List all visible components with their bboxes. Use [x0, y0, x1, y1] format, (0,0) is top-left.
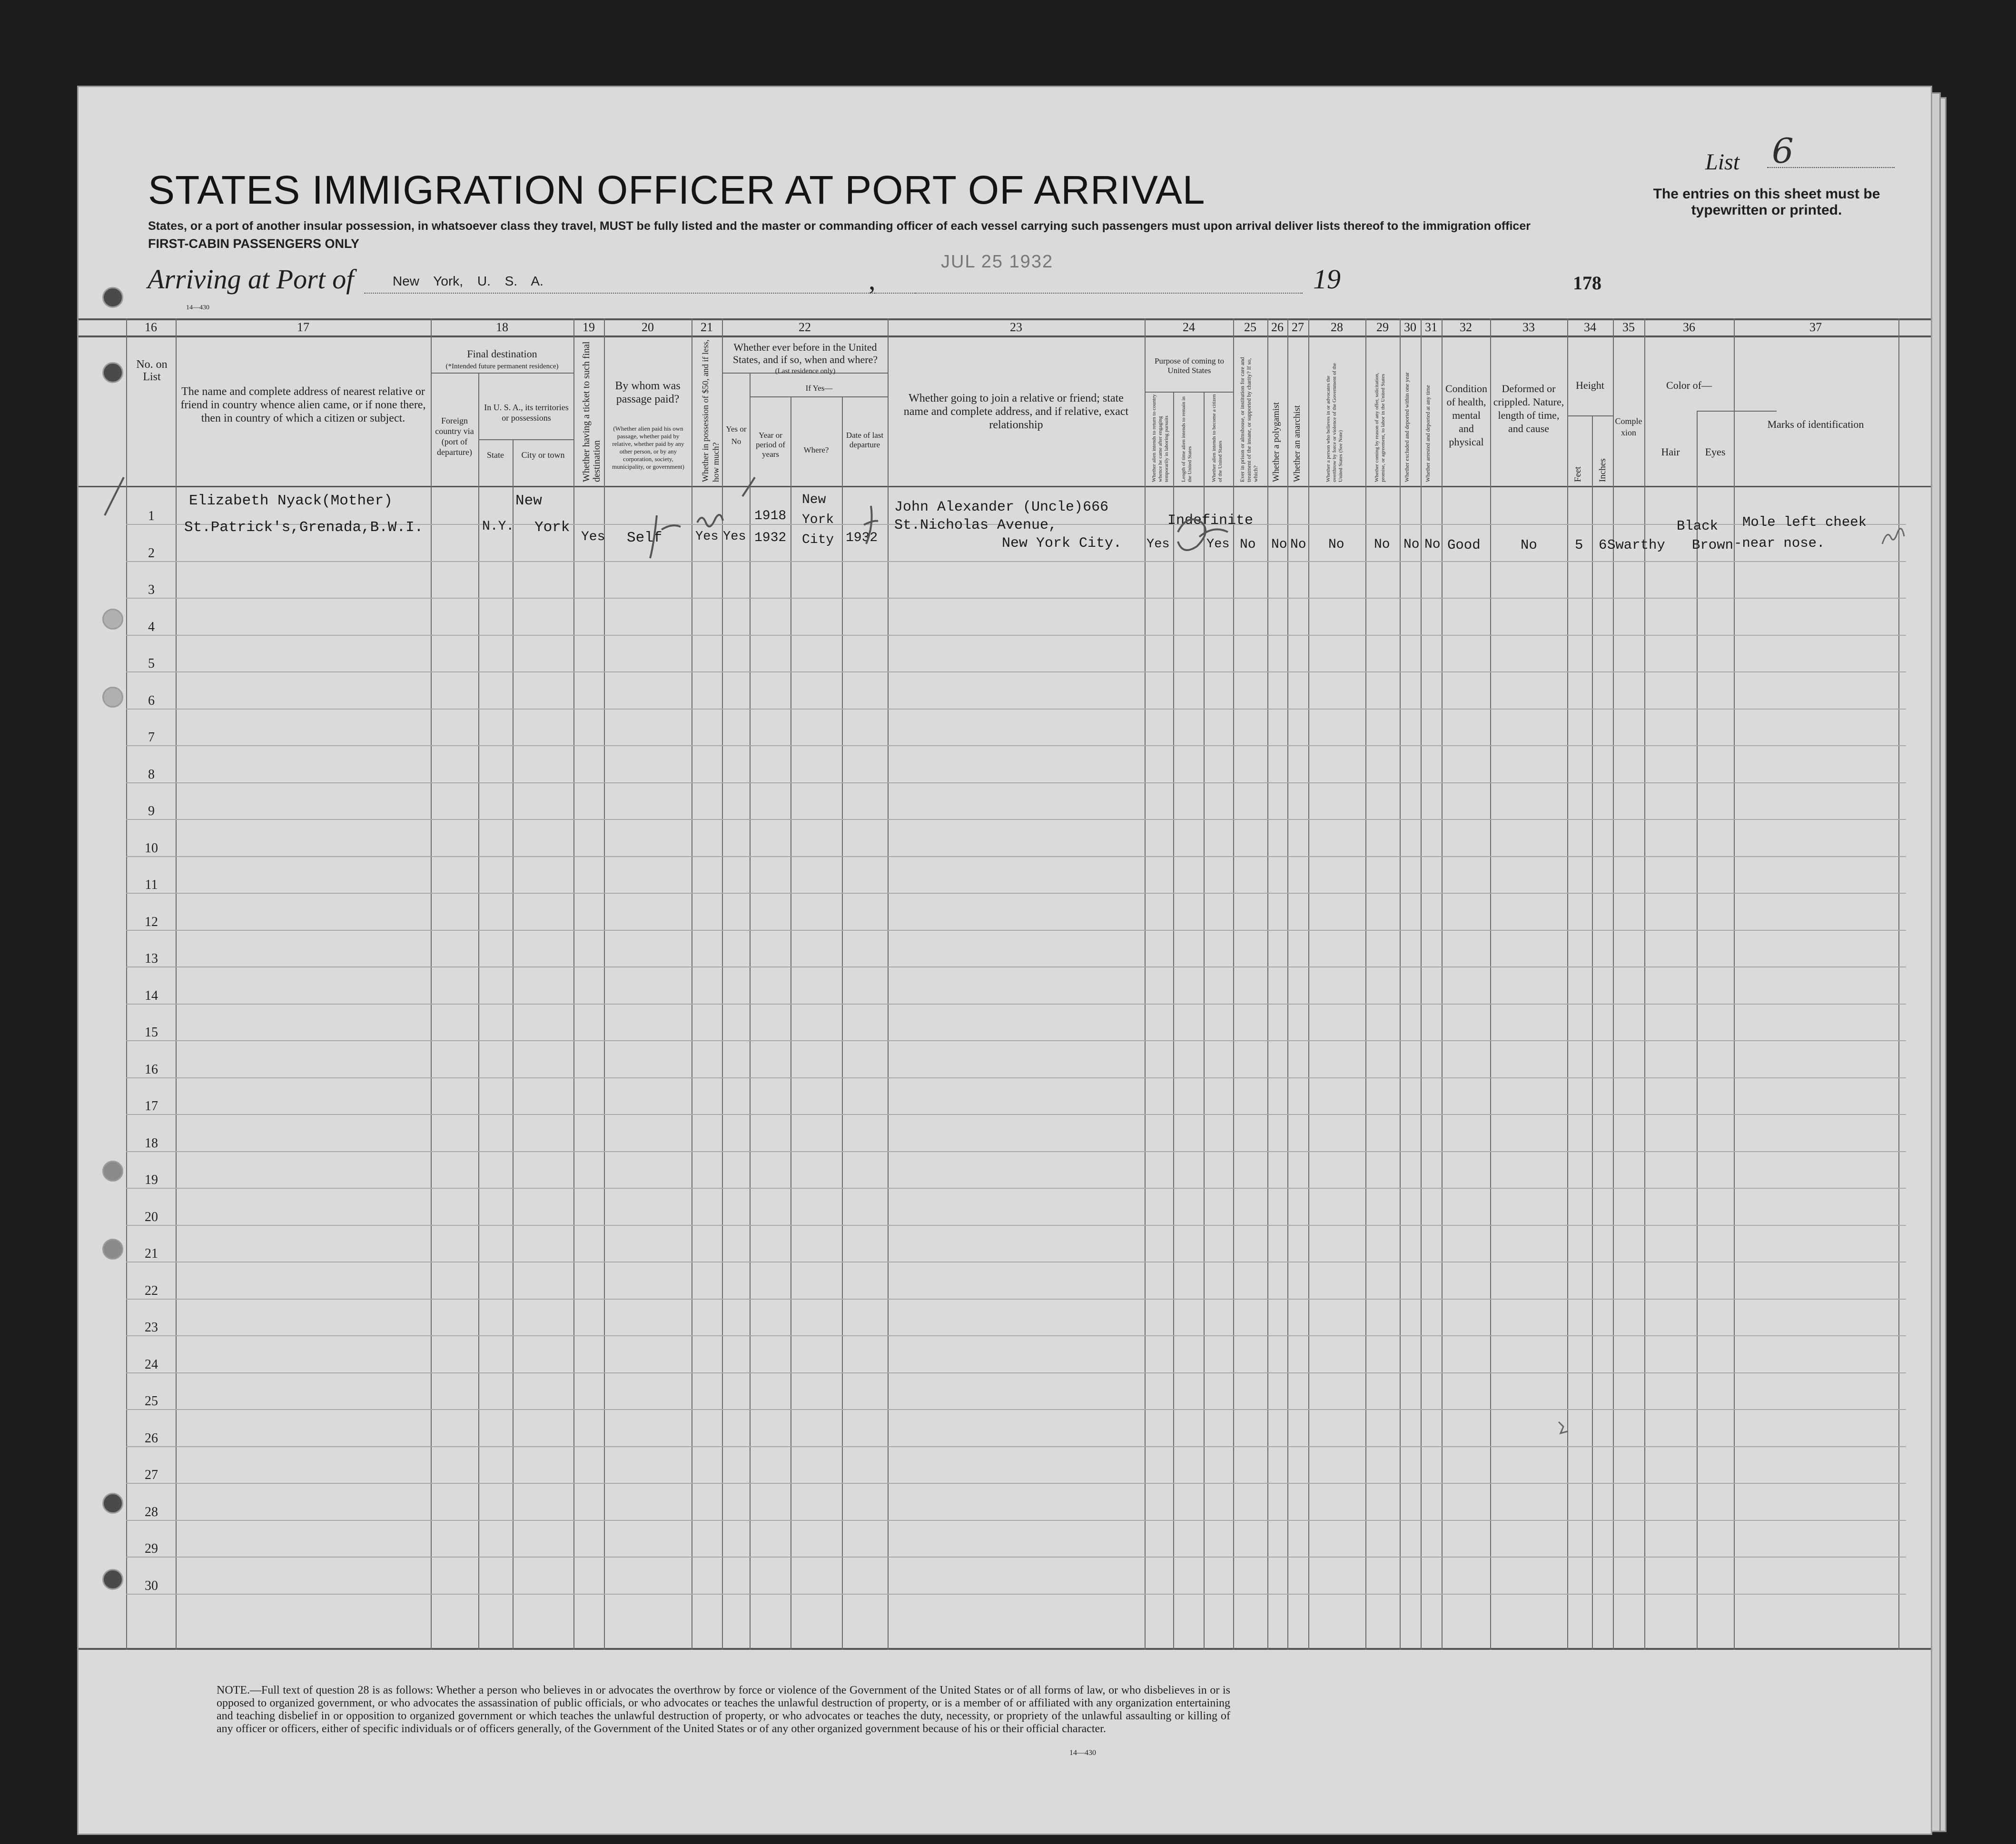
header-health: Condition of health, mental and physical: [1445, 383, 1487, 448]
column-number: 27: [1292, 320, 1304, 334]
row-number: 22: [145, 1283, 158, 1298]
header-polygamist: Whether a polygamist: [1271, 402, 1281, 482]
handwritten-annotations: [79, 87, 1931, 1834]
join-line1: John Alexander (Uncle)666: [894, 499, 1109, 515]
row-number: 19: [145, 1173, 158, 1187]
header-no-on-list: No. on List: [136, 358, 168, 383]
header-yes-or-no: Yes or No: [726, 424, 747, 446]
ever-before-value: Yes: [723, 530, 746, 544]
header-marks: Marks of identification: [1767, 418, 1864, 430]
last-departure-value: 1932: [846, 531, 878, 545]
column-number: 31: [1425, 320, 1437, 334]
header-anarchist: Whether an anarchist: [1292, 405, 1302, 482]
header-prison: Ever in prison or almshouse, or institution for care and treatment of the insane, or supported by charity? If so, which?: [1239, 357, 1259, 482]
header-color-of: Color of—: [1666, 379, 1712, 391]
row-number: 30: [145, 1578, 158, 1593]
header-last-departure: Date of last departure: [846, 431, 884, 449]
column-number: 30: [1404, 320, 1416, 334]
column-number: 23: [1010, 320, 1022, 334]
header-ever-before-note: (Last residence only): [775, 367, 836, 375]
relative-name: Elizabeth Nyack(Mother): [189, 493, 393, 509]
marks-line2: -near nose.: [1734, 535, 1825, 551]
column-number: 20: [642, 320, 654, 334]
excluded-value: No: [1403, 537, 1420, 552]
header-passage-paid: By whom was passage paid?: [615, 380, 681, 405]
header-purpose-return: Whether alien intends to return to country whence he came after engaging temporarily in laboring pursuits: [1151, 394, 1169, 482]
where-line2: York: [802, 513, 834, 527]
header-in-usa: In U. S. A., its territories or possessions: [484, 403, 569, 423]
column-number: 17: [297, 320, 309, 334]
handwritten-mark: [742, 477, 755, 496]
column-number: 19: [583, 320, 595, 334]
column-number: 29: [1376, 320, 1389, 334]
column-number: 33: [1522, 320, 1535, 334]
year-prefix: 19: [1313, 264, 1341, 295]
header-passage-paid-note: (Whether alien paid his own passage, whether paid by relative, whether paid by any other person, or by any corporation, society, municipality, or government): [612, 425, 684, 470]
form-code-top: 14—430: [186, 304, 209, 311]
header-inches: Inches: [1598, 458, 1608, 482]
row-number: 16: [145, 1062, 158, 1077]
row-number: 12: [145, 914, 158, 929]
handwritten-mark: [1882, 529, 1904, 544]
column-number: 18: [496, 320, 508, 334]
manifest-sheet: [77, 86, 1932, 1835]
header-ever-before: Whether ever before in the United States, and if so, when and where?: [732, 341, 878, 365]
header-foreign-country: Foreign country via (port of departure): [435, 416, 474, 457]
row-number: 1: [148, 509, 155, 523]
header-excluded: Whether excluded and deported within one year: [1403, 372, 1410, 482]
arrival-date-stamp: JUL 25 1932: [941, 252, 1054, 272]
labor-offer-value: No: [1374, 537, 1390, 552]
header-become-citizen: Whether alien intends to become a citizen of the United States: [1211, 394, 1223, 482]
punch-hole: [102, 1493, 123, 1514]
length-of-stay-value: Indefinite: [1167, 513, 1254, 529]
column-number: 21: [701, 320, 713, 334]
row-number: 4: [148, 619, 155, 634]
header-feet: Feet: [1573, 466, 1583, 482]
handwritten-mark: [650, 515, 681, 558]
punch-hole: [102, 609, 123, 630]
port-value: New York, U. S. A.: [393, 274, 544, 288]
column-number: 16: [145, 320, 157, 334]
destination-city-line1: New: [515, 493, 542, 509]
punch-hole: [102, 687, 123, 708]
header-join-relative: Whether going to join a relative or friend; state name and complete address, and if relative, exact relationship: [903, 392, 1129, 431]
row-number: 26: [145, 1430, 158, 1446]
header-purpose: Purpose of coming to United States: [1155, 356, 1224, 375]
header-hair: Hair: [1661, 446, 1680, 458]
column-number: 32: [1460, 320, 1472, 334]
purpose-return-value: Yes: [1146, 537, 1170, 552]
join-line2: St.Nicholas Avenue,: [894, 517, 1057, 533]
column-number: 22: [799, 320, 811, 334]
list-number: 6: [1772, 131, 1794, 171]
destination-state: N.Y.: [482, 519, 514, 534]
prison-value: No: [1240, 537, 1256, 552]
ticket-value: Yes: [581, 530, 605, 544]
row-number: 7: [148, 730, 155, 745]
years-line2: 1932: [754, 531, 787, 545]
row-number: 9: [148, 804, 155, 818]
handwritten-mark: [1559, 1422, 1567, 1433]
complexion-value: Swarthy: [1607, 537, 1665, 553]
handwritten-mark: [697, 515, 723, 526]
overthrow-value: No: [1328, 537, 1344, 552]
header-if-yes: If Yes—: [805, 384, 833, 393]
passage-paid-value: Self: [627, 530, 662, 546]
eyes-value: Brown: [1692, 537, 1734, 553]
handwritten-mark: [1178, 519, 1228, 550]
row-number: 15: [145, 1025, 158, 1040]
punch-hole: [102, 1569, 123, 1590]
header-eyes: Eyes: [1705, 446, 1726, 458]
handwritten-mark: [105, 477, 124, 515]
marks-line1: Mole left cheek: [1742, 514, 1867, 530]
row-number: 24: [145, 1357, 158, 1372]
column-number: 26: [1271, 320, 1284, 334]
health-value: Good: [1447, 537, 1481, 553]
handwritten-mark: [864, 506, 878, 544]
join-line3: New York City.: [1002, 535, 1122, 552]
relative-address: St.Patrick's,Grenada,B.W.I.: [184, 519, 424, 536]
become-citizen-value: Yes: [1206, 537, 1230, 552]
list-label: List: [1705, 149, 1740, 175]
subtitle-instructions: States, or a port of another insular possession, in whatsoever class they travel, MUST be fully listed and the master or commanding officer of each vessel carrying such passengers must upon arrival deliver lists thereof to the immigration officer: [148, 219, 1531, 233]
header-arrested: Whether arrested and deported at any time: [1424, 385, 1431, 482]
form-number: 14—430: [1069, 1749, 1096, 1757]
row-number: 20: [145, 1209, 158, 1224]
arriving-label: Arriving at Port of: [148, 264, 354, 295]
column-number: 28: [1331, 320, 1343, 334]
anarchist-value: No: [1290, 537, 1306, 552]
row-number: 28: [145, 1504, 158, 1519]
row-number: 10: [145, 840, 158, 856]
row-number: 23: [145, 1320, 158, 1335]
deformed-value: No: [1521, 537, 1537, 553]
page-title: STATES IMMIGRATION OFFICER AT PORT OF ARRIVAL: [148, 168, 1206, 212]
feet-value: 5: [1575, 537, 1583, 553]
row-number: 3: [148, 582, 155, 597]
header-deformed: Deformed or crippled. Nature, length of time, and cause: [1493, 383, 1564, 434]
punch-hole: [102, 1161, 123, 1182]
row-number: 21: [145, 1246, 158, 1261]
header-money: Whether in possession of $50, and if less, how much?: [701, 339, 721, 482]
header-year-period: Year or period of years: [756, 431, 785, 459]
hair-value: Black: [1677, 518, 1719, 534]
header-where: Where?: [803, 445, 829, 454]
header-ticket: Whether having a ticket to such final destination: [581, 341, 602, 482]
where-line3: City: [802, 532, 834, 547]
row-number: 17: [145, 1099, 158, 1114]
header-labor-offer: Whether coming by reason of any offer, solicitation, promise, or agreement, to labor in the United States: [1374, 373, 1386, 482]
row-number: 14: [145, 988, 158, 1003]
header-height: Height: [1576, 379, 1604, 391]
money-value: Yes: [695, 530, 719, 544]
footnote: NOTE.—Full text of question 28 is as follows: Whether a person who believes in or advocates the overthrow by force or violence of the Government of the United States or of all forms of law, or who disbelieves in or is opposed to organized government, or who advocates the assassination of public officials, or who advocates or teaches the unlawful destruction of property, or is a member of or affiliated with any organization entertaining and teaching disbelief in or opposition to organized government or which teaches the unlawful destruction of property, or who advocates or teaches the duty, necessity, or propriety of the unlawful assaulting or killing of any officer or officers, either of specific individuals or of officers generally, of the Government of the United States or of any other organized government because of his or their official character.: [217, 1684, 1230, 1735]
page-number: 178: [1573, 272, 1601, 294]
row-number: 11: [145, 878, 158, 892]
row-number: 2: [148, 545, 155, 561]
column-number: 24: [1183, 320, 1195, 334]
inches-value: 6: [1599, 537, 1607, 553]
row-number: 29: [145, 1541, 158, 1556]
header-city: City or town: [521, 450, 565, 460]
entries-note: The entries on this sheet must be typewritten or printed.: [1653, 186, 1880, 218]
polygamist-value: No: [1271, 537, 1287, 552]
header-overthrow: Whether a person who believes in or advocates the overthrow by force or violence of the Government of the United States (See Note): [1325, 363, 1344, 482]
column-number: 25: [1244, 320, 1256, 334]
row-number: 5: [148, 656, 155, 671]
years-line1: 1918: [754, 509, 787, 523]
arrested-value: No: [1424, 537, 1441, 552]
header-state: State: [487, 450, 504, 460]
column-number: 36: [1683, 320, 1695, 334]
punch-hole: [102, 1239, 123, 1260]
where-line1: New: [802, 493, 826, 507]
date-comma: ,: [869, 265, 876, 296]
punch-hole: [102, 362, 123, 383]
row-number: 8: [148, 767, 155, 782]
punch-hole: [102, 287, 123, 308]
header-nearest-relative: The name and complete address of nearest relative or friend in country whence alien came, or if none there, then in country of which a citizen or subject.: [180, 385, 426, 424]
header-complexion: Complexion: [1615, 416, 1642, 437]
column-number: 37: [1809, 320, 1822, 334]
row-number: 25: [145, 1394, 158, 1409]
row-number: 27: [145, 1468, 158, 1482]
header-final-destination-note: (*Intended future permanent residence): [445, 363, 559, 370]
header-length-of-stay: Length of time alien intends to remain in the United States: [1181, 396, 1193, 482]
destination-city-line2: York: [534, 519, 570, 536]
column-number: 34: [1584, 320, 1596, 334]
row-number: 18: [145, 1135, 158, 1151]
row-number: 13: [145, 951, 158, 966]
column-number: 35: [1622, 320, 1635, 334]
row-number: 6: [148, 693, 155, 708]
subtitle-class: FIRST-CABIN PASSENGERS ONLY: [148, 237, 360, 251]
header-final-destination: Final destination: [467, 348, 537, 360]
